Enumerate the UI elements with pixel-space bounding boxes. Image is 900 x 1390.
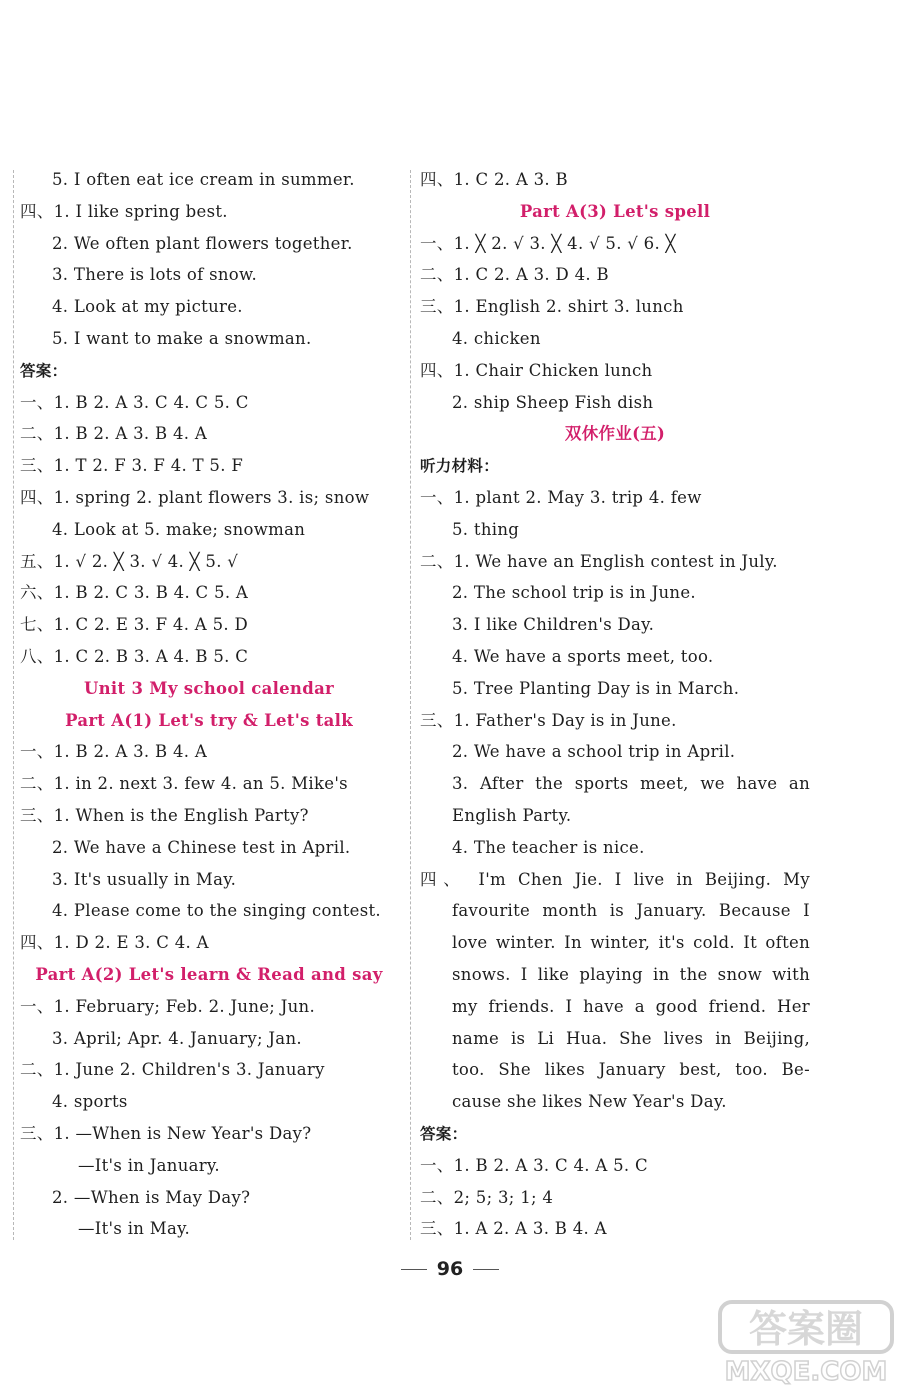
- answer-line: 三、1. A 2. A 3. B 4. A: [420, 1219, 607, 1239]
- answer-line: English Party.: [452, 806, 572, 825]
- answer-line: favourite month is January. Because I: [452, 901, 810, 921]
- answer-line: 5. I want to make a snowman.: [52, 329, 312, 348]
- answer-line: snows. I like playing in the snow with: [452, 965, 810, 984]
- answer-line: 二、1. We have an English contest in July.: [420, 551, 778, 571]
- answer-line: 二、1. June 2. Children's 3. January: [20, 1060, 325, 1080]
- section-label: 答案：: [20, 361, 68, 380]
- section-heading: Part A(1) Let's try & Let's talk: [65, 710, 353, 730]
- answer-line: 四、 I'm Chen Jie. I live in Beijing. My: [420, 869, 810, 889]
- answer-line: 4. chicken: [452, 329, 541, 348]
- answer-line: 5. Tree Planting Day is in March.: [452, 678, 740, 698]
- answer-line: love winter. In winter, it's cold. It often: [452, 933, 810, 953]
- watermark-url: MXQE.COM: [724, 1357, 888, 1386]
- answer-line: 三、1. English 2. shirt 3. lunch: [420, 297, 684, 317]
- answer-line: my friends. I have a good friend. Her: [452, 996, 810, 1016]
- footer-dash-left: [401, 1269, 427, 1270]
- answer-line: cause she likes New Year's Day.: [452, 1092, 727, 1112]
- answer-line: 二、1. C 2. A 3. D 4. B: [420, 265, 609, 285]
- answer-line: 六、1. B 2. C 3. B 4. C 5. A: [20, 583, 249, 603]
- answer-line: —It's in January.: [78, 1155, 220, 1175]
- answer-line: 二、1. B 2. A 3. B 4. A: [20, 424, 208, 444]
- answer-line: 5. thing: [452, 519, 520, 539]
- answer-line: 二、2; 5; 3; 1; 4: [420, 1187, 554, 1207]
- answer-line: 一、1. B 2. A 3. C 4. A 5. C: [420, 1155, 648, 1175]
- answer-line: 三、1. T 2. F 3. F 4. T 5. F: [20, 456, 244, 476]
- section-heading: Unit 3 My school calendar: [83, 678, 335, 698]
- answer-line: 5. I often eat ice cream in summer.: [52, 170, 355, 189]
- answer-line: 八、1. C 2. B 3. A 4. B 5. C: [20, 647, 249, 666]
- answer-line: 3. It's usually in May.: [52, 869, 237, 889]
- answer-line: 2. We have a Chinese test in April.: [52, 837, 351, 857]
- answer-line: 3. There is lots of snow.: [52, 265, 258, 285]
- answer-line: 2. ship Sheep Fish dish: [452, 392, 654, 412]
- answer-line: 三、1. When is the English Party?: [20, 806, 309, 825]
- answer-line: 四、1. D 2. E 3. C 4. A: [20, 933, 209, 953]
- answer-line: 一、1. B 2. A 3. B 4. A: [20, 742, 208, 762]
- section-heading: Part A(2) Let's learn & Read and say: [35, 965, 383, 984]
- section-label: 听力材料：: [420, 457, 500, 476]
- answer-line: —It's in May.: [78, 1219, 191, 1239]
- answer-line: 2. We have a school trip in April.: [452, 742, 736, 762]
- answer-line: 3. April; Apr. 4. January; Jan.: [52, 1028, 302, 1048]
- answer-line: 一、1. B 2. A 3. C 4. C 5. C: [20, 392, 249, 412]
- answer-line: 二、1. in 2. next 3. few 4. an 5. Mike's: [20, 774, 348, 794]
- answer-line: 3. After the sports meet, we have an: [452, 774, 810, 794]
- watermark-text: 答案圈: [748, 1307, 864, 1351]
- answer-line: 4. Look at 5. make; snowman: [52, 519, 306, 539]
- answer-line: 三、1. Father's Day is in June.: [420, 710, 677, 730]
- answer-line: name is Li Hua. She lives in Beijing,: [452, 1028, 810, 1048]
- answer-line: 2. We often plant flowers together.: [52, 233, 353, 253]
- answer-line: too. She likes January best, too. Be-: [452, 1060, 810, 1080]
- answer-line: 一、1. February; Feb. 2. June; Jun.: [20, 996, 316, 1016]
- section-label: 答案：: [420, 1125, 468, 1143]
- section-heading: Part A(3) Let's spell: [519, 201, 711, 221]
- answer-line: 一、1. plant 2. May 3. trip 4. few: [420, 488, 702, 507]
- answer-line: 4. The teacher is nice.: [452, 837, 645, 857]
- answer-line: 四、1. I like spring best.: [20, 201, 228, 221]
- page-number: 96: [436, 1258, 464, 1280]
- answer-line: 4. Look at my picture.: [52, 297, 243, 317]
- answer-line: 四、1. Chair Chicken lunch: [420, 360, 653, 380]
- answer-line: 2. The school trip is in June.: [452, 583, 696, 603]
- answer-line: 七、1. C 2. E 3. F 4. A 5. D: [20, 615, 248, 635]
- section-heading: 双休作业(五): [564, 424, 666, 444]
- page-number-footer: [0, 1258, 900, 1280]
- answer-line: 3. I like Children's Day.: [452, 615, 655, 635]
- watermark-logo: [718, 1300, 894, 1386]
- answer-line: 4. We have a sports meet, too.: [452, 647, 714, 666]
- left-margin-rule: [13, 170, 14, 1240]
- answer-line: 一、1. ╳ 2. √ 3. ╳ 4. √ 5. √ 6. ╳: [420, 233, 676, 253]
- answer-line: 4. sports: [52, 1092, 128, 1112]
- answer-line: 五、1. √ 2. ╳ 3. √ 4. ╳ 5. √: [20, 551, 239, 571]
- column-divider: [410, 170, 411, 1240]
- answer-line: 4. Please come to the singing contest.: [52, 901, 381, 921]
- answer-line: 三、1. —When is New Year's Day?: [20, 1124, 312, 1143]
- footer-dash-right: [473, 1269, 499, 1270]
- answer-line: 四、1. C 2. A 3. B: [420, 170, 568, 189]
- answer-line: 2. —When is May Day?: [52, 1187, 251, 1207]
- answer-line: 四、1. spring 2. plant flowers 3. is; snow: [20, 488, 370, 507]
